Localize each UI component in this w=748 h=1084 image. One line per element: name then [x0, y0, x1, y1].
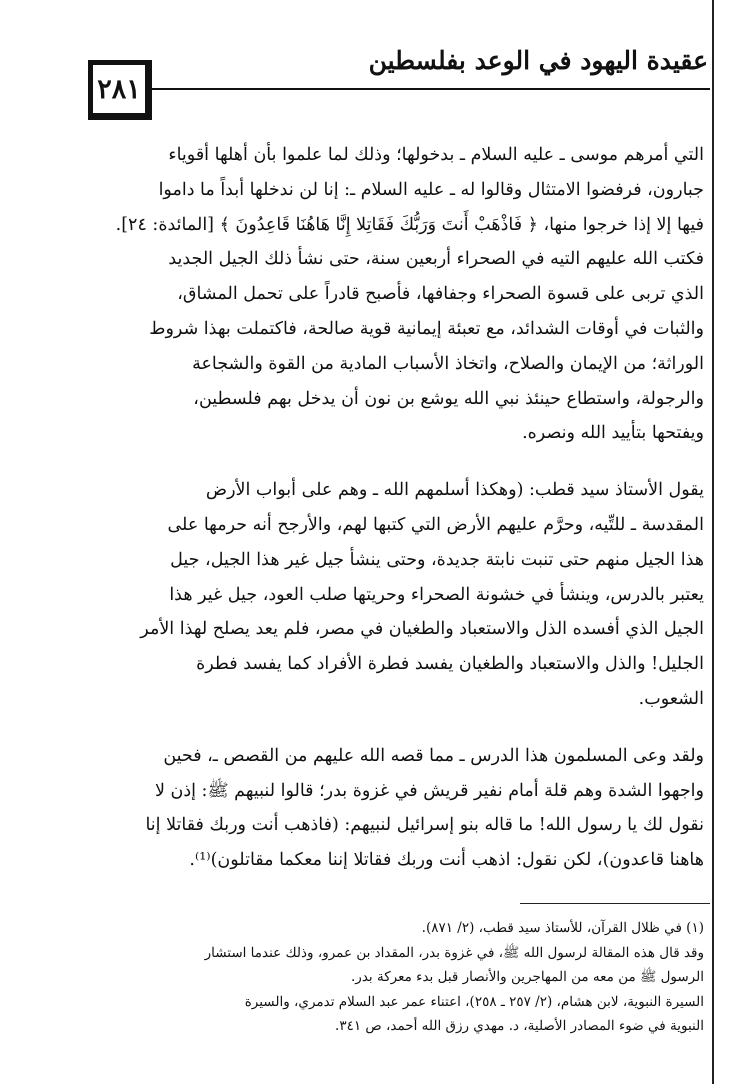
- page-header: [88, 40, 710, 120]
- paragraph-1: [92, 138, 704, 451]
- text-line: واجهوا الشدة وهم قلة أمام نفير قريش في غزوة بدر؛ قالوا لنبيهم ﷺ: إذن لا: [154, 780, 704, 801]
- page-spine-line: [712, 0, 714, 1084]
- text-line: والثبات في أوقات الشدائد، مع تعبئة إيمانية قوية صالحة، فاكتملت بهذا شروط: [149, 318, 704, 339]
- text-line: ولقد وعى المسلمون هذا الدرس ـ مما قصه الله عليهم من القصص ـ، فحين: [163, 745, 704, 766]
- text-line: المقدسة ـ للتِّيه، وحرَّم عليهم الأرض التي كتبها لهم، والأرجح أنه حرمها على: [167, 514, 704, 535]
- footnotes: [92, 916, 704, 1039]
- footnote-separator: [520, 903, 710, 904]
- text-line: الوراثة؛ من الإيمان والصلاح، واتخاذ الأسباب المادية من القوة والشجاعة: [192, 353, 704, 374]
- text-line: التي أمرهم موسى ـ عليه السلام ـ بدخولها؛ وذلك لما علموا بأن أهلها أقوياء: [168, 145, 704, 165]
- text-line: هاهنا قاعدون)، لكن نقول: اذهب أنت وربك فقاتلا إننا معكما مقاتلون)⁽¹⁾.: [189, 850, 704, 871]
- text-line: فيها إلا إذا خرجوا منها، ﴿ فَاذْهَبْ أَنتَ وَرَبُّكَ فَقَاتِلا إِنَّا هَاهُنَا قَاعِدُونَ ﴾ [المائدة: ٢٤].: [115, 214, 704, 235]
- text-line: الشعوب.: [638, 688, 704, 709]
- text-line: يعتبر بالدرس، وينشأ في خشونة الصحراء وحريتها صلب العود، جيل غير هذا: [169, 584, 704, 605]
- page-number: ٢٨١: [97, 73, 141, 105]
- footnote-line: السيرة النبوية، لابن هشام، (٢/ ٢٥٧ ـ ٢٥٨)، اعتناء عمر عبد السلام تدمري، والسيرة: [244, 993, 704, 1010]
- footnote-line: النبوية في ضوء المصادر الأصلية، د. مهدي رزق الله أحمد، ص ٣٤١.: [335, 1018, 704, 1034]
- text-line: فكتب الله عليهم التيه في الصحراء أربعين سنة، حتى نشأ ذلك الجيل الجديد: [168, 249, 704, 270]
- header-rule: [146, 88, 710, 90]
- text-line: هذا الجيل منهم حتى تنبت نابتة جديدة، وحتى ينشأ جيل غير هذا الجيل، جيل: [170, 549, 704, 570]
- text-line: نقول لك يا رسول الله! ما قاله بنو إسرائيل لنبيهم: (فاذهب أنت وربك فقاتلا إنا: [145, 815, 704, 836]
- text-line: والرجولة، واستطاع حينئذ نبي الله يوشع بن نون أن يدخل بهم فلسطين،: [193, 388, 704, 409]
- text-line: ويفتحها بتأييد الله ونصره.: [522, 423, 704, 444]
- text-line: الجليل! والذل والاستعباد والطغيان يفسد فطرة الأفراد كما يفسد فطرة: [196, 654, 704, 675]
- paragraph-3: [92, 739, 704, 878]
- body-text: [92, 138, 704, 900]
- page-number-box: [88, 60, 152, 120]
- text-line: جبارون، فرفضوا الامتثال وقالوا له ـ عليه السلام ـ: إنا لن ندخلها أبداً ما داموا: [158, 179, 704, 200]
- text-line: الذي تربى على قسوة الصحراء وجفافها، فأصبح قادراً على تحمل المشاق،: [177, 284, 704, 305]
- footnote-line: الرسول ﷺ من معه من المهاجرين والأنصار قبل بدء معركة بدر.: [351, 969, 704, 985]
- text-line: يقول الأستاذ سيد قطب: (وهكذا أسلمهم الله ـ وهم على أبواب الأرض: [205, 480, 704, 501]
- running-title: عقيدة اليهود في الوعد بفلسطين: [368, 46, 708, 75]
- text-line: الجيل الذي أفسده الذل والاستعباد والطغيان في مصر، فلم يعد يصلح لهذا الأمر: [140, 619, 704, 640]
- footnote-line: (١) في ظلال القرآن، للأستاذ سيد قطب، (٢/ ٨٧١).: [421, 920, 704, 936]
- paragraph-2-quote: [92, 473, 704, 717]
- footnote-line: وقد قال هذه المقالة لرسول الله ﷺ، في غزوة بدر، المقداد بن عمرو، وذلك عندما استشار: [204, 944, 704, 961]
